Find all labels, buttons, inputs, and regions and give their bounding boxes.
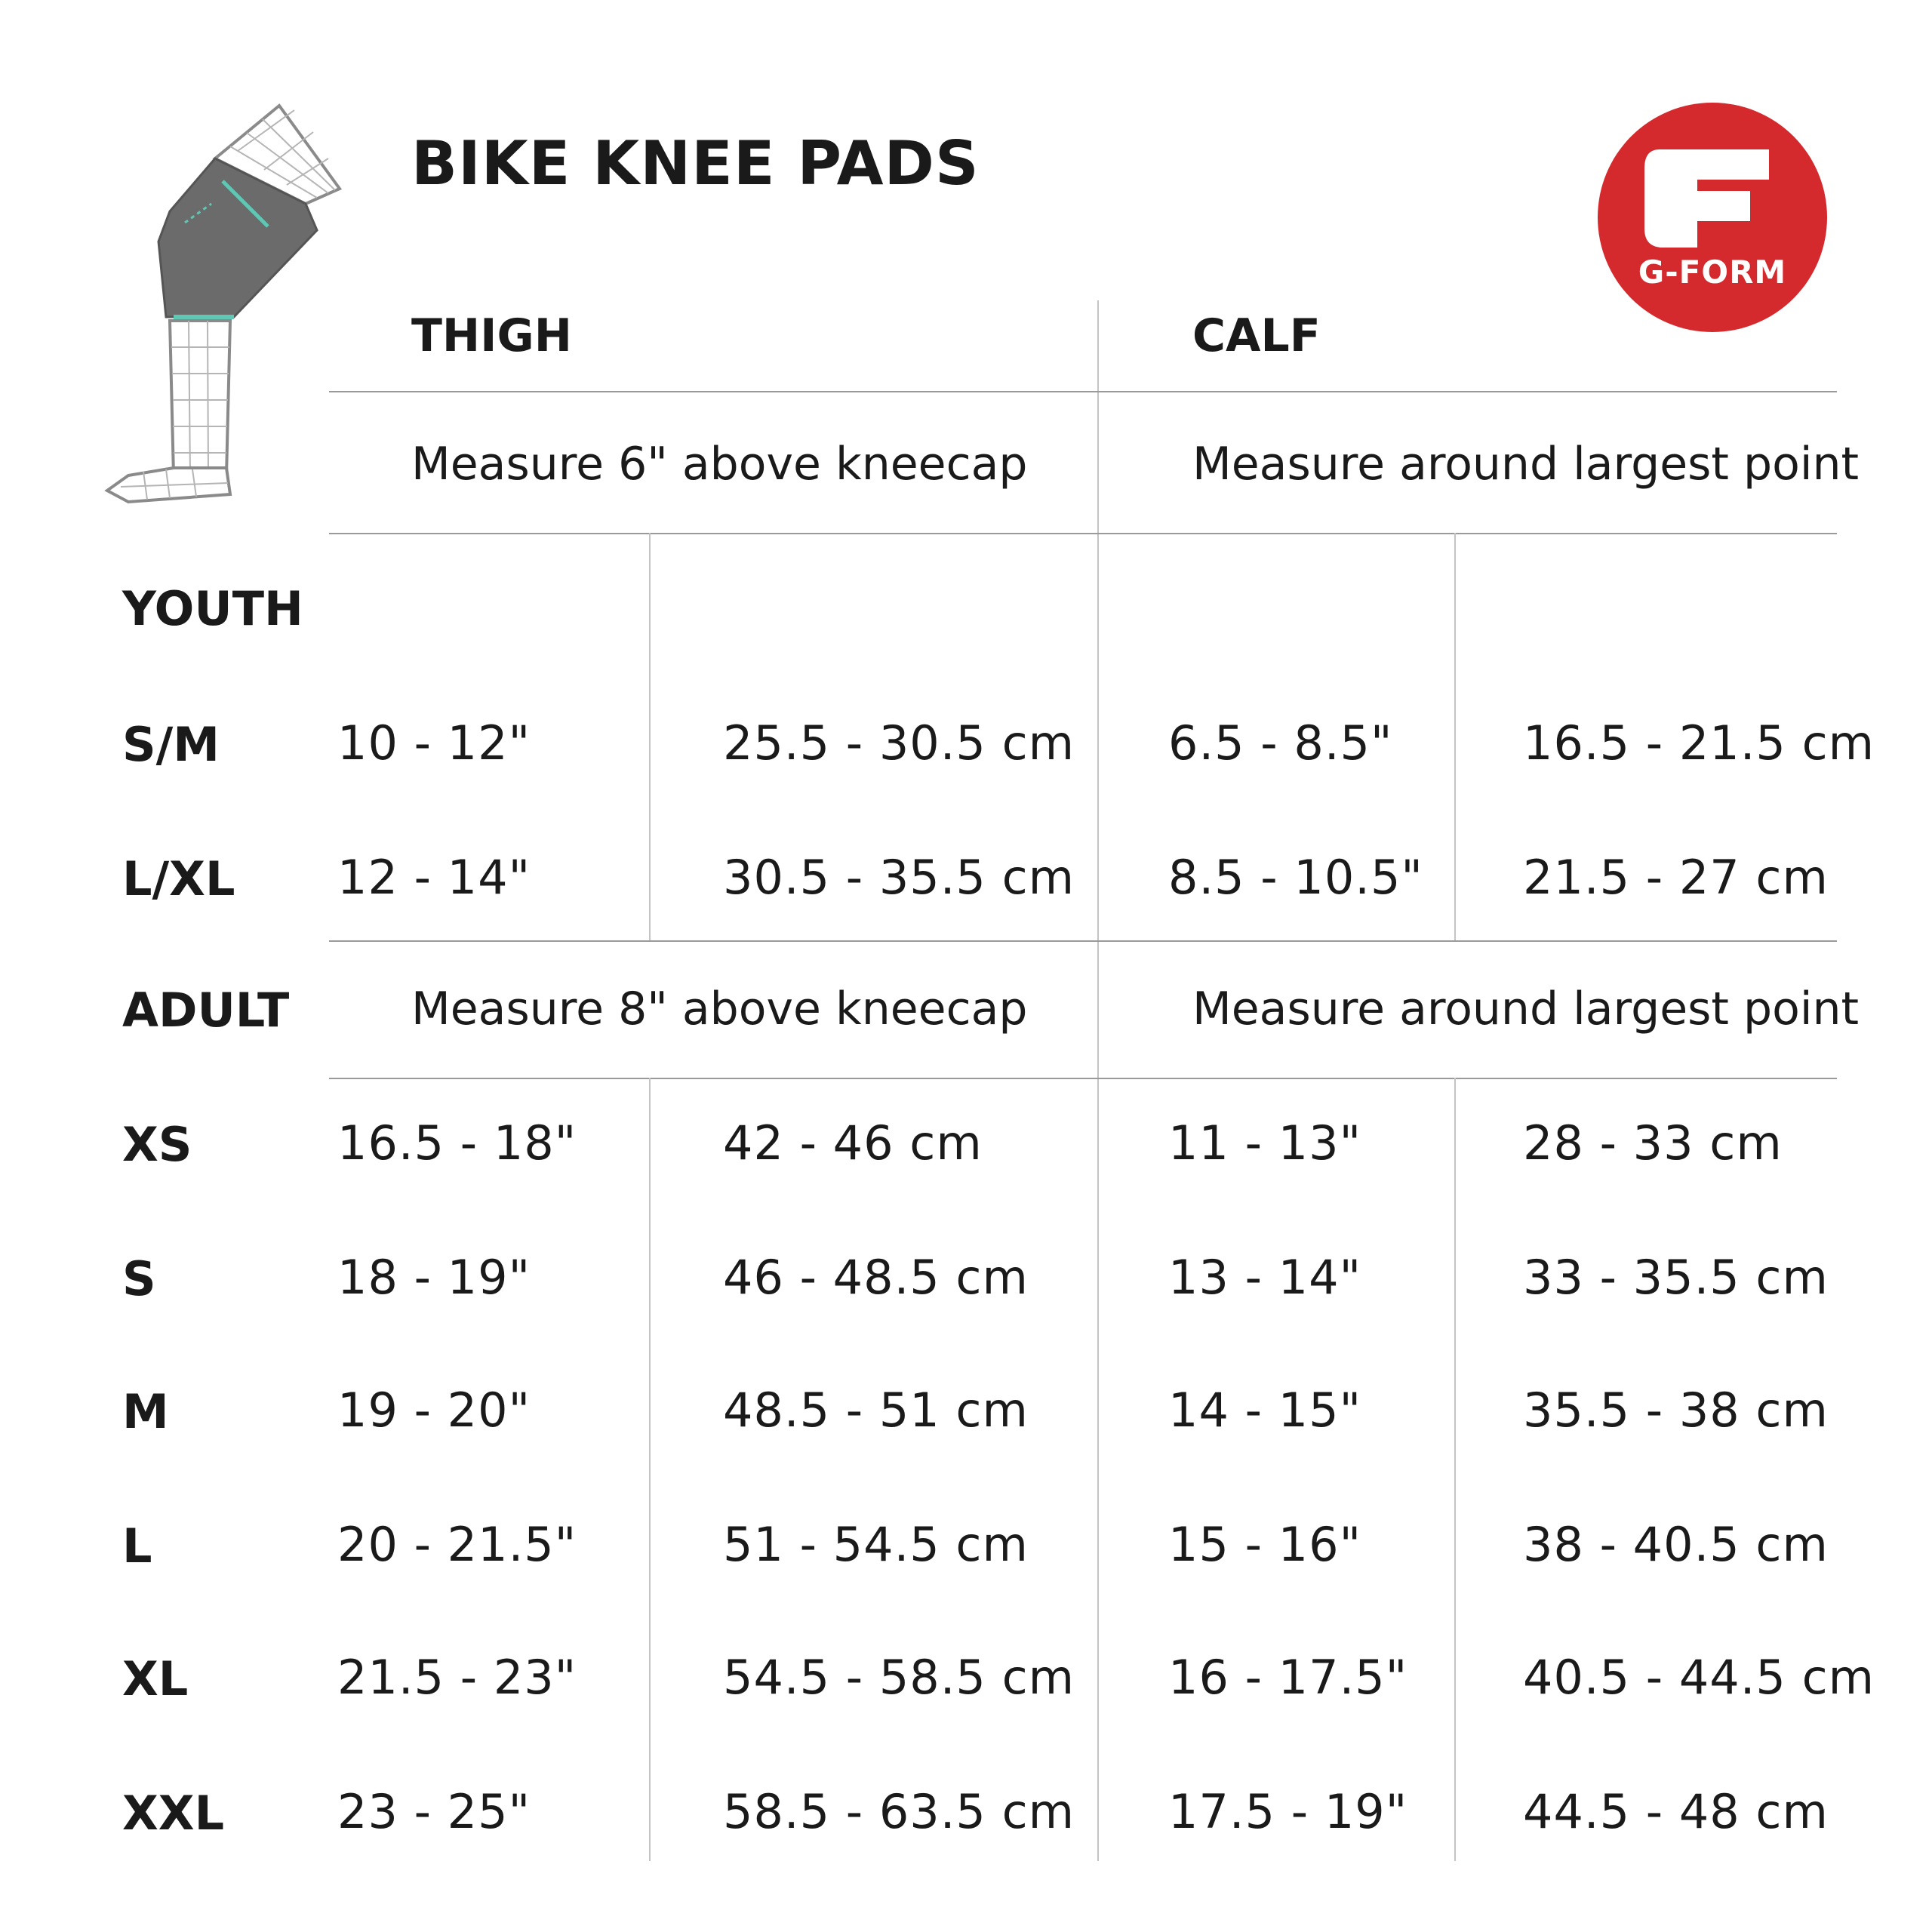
thigh-cm: 48.5 - 51 cm xyxy=(723,1383,1029,1438)
size-label: S xyxy=(122,1251,156,1306)
youth-thigh-note: Measure 6" above kneecap xyxy=(411,438,1028,491)
calf-cm: 35.5 - 38 cm xyxy=(1523,1383,1829,1438)
thigh-inches: 16.5 - 18" xyxy=(337,1115,577,1171)
calf-cm: 38 - 40.5 cm xyxy=(1523,1517,1829,1572)
calf-inches: 11 - 13" xyxy=(1168,1115,1362,1171)
size-label: L xyxy=(122,1518,152,1574)
g-form-logo-icon xyxy=(1644,149,1780,248)
calf-inches: 16 - 17.5" xyxy=(1168,1650,1408,1705)
size-label: S/M xyxy=(122,717,220,772)
size-label: XL xyxy=(122,1651,189,1706)
adult-note-rule xyxy=(329,1078,1837,1079)
thigh-inches: 12 - 14" xyxy=(337,850,531,905)
calf-inches: 17.5 - 19" xyxy=(1168,1784,1408,1839)
thigh-cm: 54.5 - 58.5 cm xyxy=(723,1650,1075,1705)
adult-thigh-note: Measure 8" above kneecap xyxy=(411,983,1028,1035)
calf-cm: 33 - 35.5 cm xyxy=(1523,1250,1829,1305)
calf-cm: 28 - 33 cm xyxy=(1523,1115,1783,1171)
calf-inches: 13 - 14" xyxy=(1168,1250,1362,1305)
calf-unit-divider-adult xyxy=(1454,1078,1456,1861)
thigh-cm: 30.5 - 35.5 cm xyxy=(723,850,1075,905)
calf-inches: 15 - 16" xyxy=(1168,1517,1362,1572)
thigh-inches: 21.5 - 23" xyxy=(337,1650,577,1705)
page-title: BIKE KNEE PADS xyxy=(411,128,980,198)
column-header-calf: CALF xyxy=(1192,309,1321,362)
youth-note-rule xyxy=(329,533,1837,534)
adult-section-rule xyxy=(329,940,1837,942)
size-label: XS xyxy=(122,1117,192,1172)
youth-calf-note: Measure around largest point xyxy=(1192,438,1860,491)
youth-label: YOUTH xyxy=(122,581,303,636)
brand-logo xyxy=(1598,103,1827,332)
header-rule xyxy=(329,391,1837,392)
thigh-inches: 23 - 25" xyxy=(337,1784,531,1839)
thigh-cm: 51 - 54.5 cm xyxy=(723,1517,1029,1572)
thigh-inches: 18 - 19" xyxy=(337,1250,531,1305)
size-label: L/XL xyxy=(122,851,235,906)
calf-cm: 16.5 - 21.5 cm xyxy=(1523,715,1875,771)
size-label: XXL xyxy=(122,1786,225,1841)
thigh-unit-divider-youth xyxy=(649,533,651,940)
column-divider xyxy=(1097,300,1099,1861)
calf-cm: 44.5 - 48 cm xyxy=(1523,1784,1829,1839)
thigh-unit-divider-adult xyxy=(649,1078,651,1861)
leg-measurement-icon xyxy=(98,98,347,513)
calf-inches: 6.5 - 8.5" xyxy=(1168,715,1393,771)
thigh-inches: 10 - 12" xyxy=(337,715,531,771)
thigh-cm: 42 - 46 cm xyxy=(723,1115,983,1171)
thigh-cm: 46 - 48.5 cm xyxy=(723,1250,1029,1305)
thigh-cm: 25.5 - 30.5 cm xyxy=(723,715,1075,771)
calf-unit-divider-youth xyxy=(1454,533,1456,940)
calf-cm: 21.5 - 27 cm xyxy=(1523,850,1829,905)
calf-inches: 8.5 - 10.5" xyxy=(1168,850,1423,905)
adult-calf-note: Measure around largest point xyxy=(1192,983,1860,1035)
calf-inches: 14 - 15" xyxy=(1168,1383,1362,1438)
thigh-inches: 20 - 21.5" xyxy=(337,1517,577,1572)
column-header-thigh: THIGH xyxy=(411,309,572,362)
size-label: M xyxy=(122,1384,169,1439)
brand-name: G-FORM xyxy=(1638,254,1787,291)
thigh-cm: 58.5 - 63.5 cm xyxy=(723,1784,1075,1839)
thigh-inches: 19 - 20" xyxy=(337,1383,531,1438)
calf-cm: 40.5 - 44.5 cm xyxy=(1523,1650,1875,1705)
adult-label: ADULT xyxy=(122,983,290,1038)
